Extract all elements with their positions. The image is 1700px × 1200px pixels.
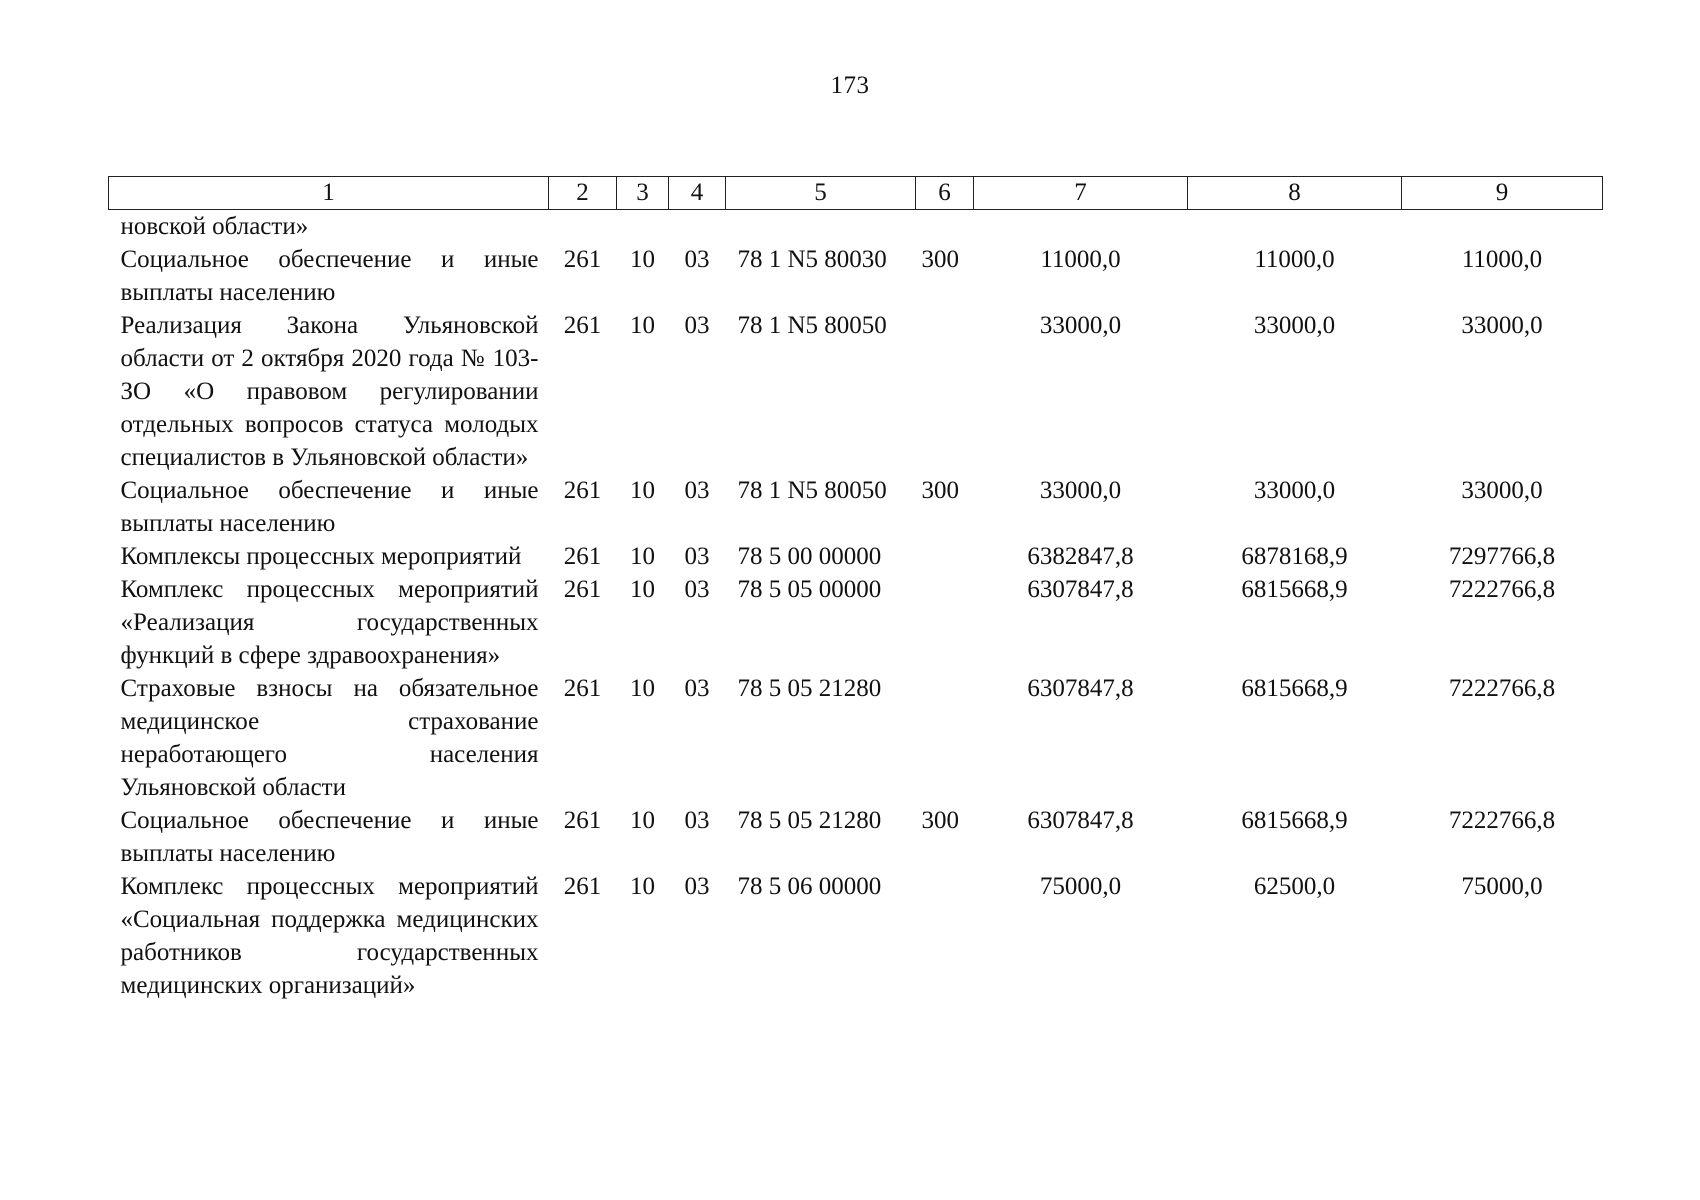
- cell-amount-7: 33000,0: [1039, 477, 1122, 504]
- cell-ministry-code: 261: [563, 477, 602, 504]
- cell-expense-type: 300: [921, 246, 959, 273]
- cell-ministry-code: 261: [563, 873, 602, 900]
- cell-subsection-code: 03: [684, 543, 710, 570]
- cell-subsection-code: 03: [684, 873, 710, 900]
- cell-amount-8: 6878168,9: [1241, 543, 1348, 570]
- cell-amount-7: 6382847,8: [1027, 543, 1134, 570]
- cell-amount-7: 6307847,8: [1027, 675, 1134, 702]
- cell-expense-type: [916, 540, 974, 573]
- table-row: [109, 573, 1603, 672]
- table-row: [109, 804, 1603, 870]
- column-header-8: 8: [1188, 177, 1402, 210]
- cell-section-code: 10: [630, 543, 655, 570]
- row-description: Социальное обеспечение и иные выплаты населению: [120, 807, 539, 867]
- cell-amount-8: 11000,0: [1254, 246, 1335, 273]
- cell-amount-7: 33000,0: [1039, 312, 1122, 339]
- cell-amount-7: 11000,0: [1040, 246, 1121, 273]
- cell-expense-type: 300: [921, 807, 959, 834]
- cell-amount-9: 33000,0: [1461, 477, 1543, 504]
- row-description: новской области»: [120, 213, 309, 240]
- page-number: 173: [830, 72, 870, 99]
- cell-section-code: [617, 210, 669, 244]
- cell-ministry-code: 261: [563, 576, 602, 603]
- table-row: [109, 243, 1603, 309]
- cell-subsection-code: 03: [684, 807, 710, 834]
- cell-subsection-code: 03: [684, 312, 710, 339]
- cell-amount-8: 6815668,9: [1241, 675, 1348, 702]
- cell-target-article: 78 5 05 00000: [737, 576, 882, 603]
- cell-amount-7: 75000,0: [1039, 873, 1122, 900]
- cell-target-article: 78 5 06 00000: [737, 873, 882, 900]
- cell-amount-9: 7222766,8: [1448, 807, 1556, 834]
- cell-expense-type: [916, 309, 974, 474]
- cell-amount-8: [1188, 210, 1402, 244]
- cell-target-article: 78 5 00 00000: [737, 543, 882, 570]
- column-header-6: 6: [916, 177, 974, 210]
- cell-amount-7: [974, 210, 1188, 244]
- table-row: [109, 210, 1603, 244]
- cell-section-code: 10: [630, 312, 655, 339]
- cell-section-code: 10: [630, 576, 655, 603]
- row-description: Комплексы процессных мероприятий: [120, 543, 522, 570]
- cell-amount-8: 6815668,9: [1241, 807, 1348, 834]
- cell-expense-type: [916, 573, 974, 672]
- cell-amount-9: 7222766,8: [1448, 576, 1556, 603]
- cell-amount-7: 6307847,8: [1027, 576, 1134, 603]
- cell-subsection-code: [669, 210, 726, 244]
- cell-section-code: 10: [630, 807, 655, 834]
- cell-amount-9: 11000,0: [1461, 246, 1543, 273]
- cell-amount-8: 33000,0: [1253, 312, 1336, 339]
- cell-ministry-code: 261: [563, 807, 602, 834]
- cell-target-article: 78 1 N5 80050: [737, 312, 887, 339]
- cell-section-code: 10: [630, 675, 655, 702]
- row-description: Комплекс процессных мероприятий «Социальная поддержка медицинских работников государственных медицинских организаций»: [120, 873, 539, 999]
- column-header-7: 7: [974, 177, 1188, 210]
- cell-ministry-code: [549, 210, 617, 244]
- cell-expense-type: [916, 870, 974, 1002]
- cell-subsection-code: 03: [684, 477, 710, 504]
- row-description: Комплекс процессных мероприятий «Реализация государственных функций в сфере здравоохранения»: [120, 576, 539, 669]
- cell-amount-9: 7222766,8: [1448, 675, 1556, 702]
- cell-amount-9: 33000,0: [1461, 312, 1543, 339]
- cell-amount-8: 33000,0: [1253, 477, 1336, 504]
- row-description: Страховые взносы на обязательное медицинское страхование неработающего населения Ульяновской области: [120, 675, 539, 801]
- cell-target-article: 78 5 05 21280: [737, 675, 882, 702]
- table-row: [109, 474, 1603, 540]
- cell-target-article: 78 1 N5 80030: [737, 246, 887, 273]
- column-header-5: 5: [726, 177, 916, 210]
- cell-amount-8: 62500,0: [1253, 873, 1336, 900]
- cell-subsection-code: 03: [684, 246, 710, 273]
- cell-amount-9: 7297766,8: [1448, 543, 1556, 570]
- cell-amount-7: 6307847,8: [1027, 807, 1134, 834]
- cell-amount-9: [1402, 210, 1603, 244]
- column-header-4: 4: [669, 177, 726, 210]
- cell-target-article: 78 5 05 21280: [737, 807, 882, 834]
- row-description: Социальное обеспечение и иные выплаты населению: [120, 246, 539, 306]
- cell-target-article: 78 1 N5 80050: [737, 477, 887, 504]
- row-description: Социальное обеспечение и иные выплаты населению: [120, 477, 539, 537]
- column-header-9: 9: [1402, 177, 1603, 210]
- column-header-3: 3: [617, 177, 669, 210]
- cell-amount-8: 6815668,9: [1241, 576, 1348, 603]
- table-row: [109, 540, 1603, 573]
- cell-amount-9: 75000,0: [1461, 873, 1543, 900]
- cell-target-article: [726, 210, 916, 244]
- column-header-1: 1: [109, 177, 549, 210]
- column-header-2: 2: [549, 177, 617, 210]
- cell-expense-type: [916, 672, 974, 804]
- budget-table: [108, 176, 1603, 1002]
- header-row: [109, 177, 1603, 210]
- cell-ministry-code: 261: [563, 246, 602, 273]
- cell-section-code: 10: [630, 246, 655, 273]
- cell-ministry-code: 261: [563, 543, 602, 570]
- row-description: Реализация Закона Ульяновской области от 2 октября 2020 года № 103-ЗО «О правовом регулировании отдельных вопросов статуса молодых специалистов в Ульяновской области»: [120, 312, 539, 471]
- table-row: [109, 672, 1603, 804]
- cell-section-code: 10: [630, 873, 655, 900]
- cell-ministry-code: 261: [563, 675, 602, 702]
- cell-subsection-code: 03: [684, 576, 710, 603]
- cell-subsection-code: 03: [684, 675, 710, 702]
- cell-expense-type: [916, 210, 974, 244]
- cell-expense-type: 300: [921, 477, 959, 504]
- table-row: [109, 870, 1603, 1002]
- cell-ministry-code: 261: [563, 312, 602, 339]
- table-row: [109, 309, 1603, 474]
- cell-section-code: 10: [630, 477, 655, 504]
